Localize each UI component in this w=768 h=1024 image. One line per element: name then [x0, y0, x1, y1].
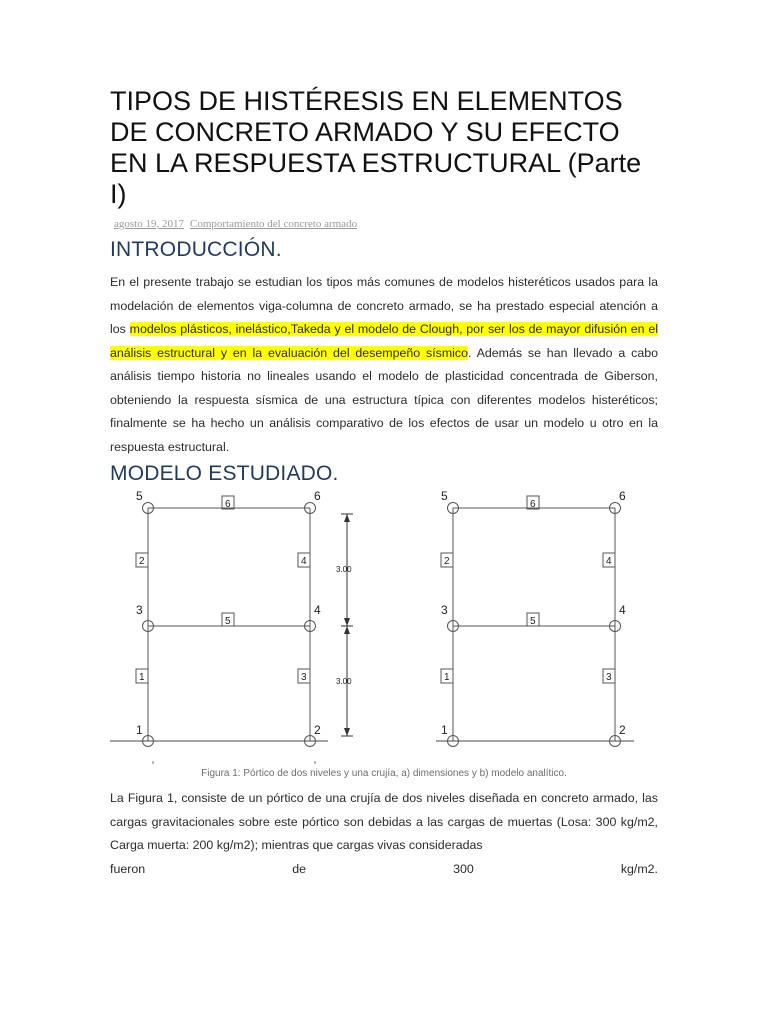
- category-link[interactable]: Comportamiento del concreto armado: [189, 218, 358, 230]
- element-label-b-6: 6: [530, 499, 536, 510]
- post-meta: [114, 218, 357, 230]
- page-title: TIPOS DE HISTÉRESIS EN ELEMENTOS DE CONCRETO ARMADO Y SU EFECTO EN LA RESPUESTA ESTRUCTURAL (Parte I): [110, 86, 642, 209]
- node-label-b-6: 6: [619, 489, 626, 503]
- intro-text-before: En el presente trabajo se estudian los tipos más comunes de modelos histeréticos usados para la modelación de elementos viga-columna de concreto armado, se ha prestado especial atención a los: [110, 275, 658, 336]
- element-label-a-4: 4: [301, 556, 307, 567]
- frame-a: [110, 496, 353, 747]
- node-label-b-1: 1: [441, 723, 448, 737]
- element-label-a-3: 3: [301, 672, 307, 683]
- node-label-a-2: 2: [314, 723, 321, 737]
- node-label-a-5: 5: [136, 489, 143, 503]
- arrow-3: [344, 626, 350, 634]
- last-line-word-1: fueron: [110, 861, 146, 876]
- last-line-word-4: kg/m2.: [620, 861, 658, 876]
- model-heading: MODELO ESTUDIADO.: [110, 462, 339, 485]
- model-paragraph-last-line: [110, 858, 658, 882]
- node-label-b-5: 5: [441, 489, 448, 503]
- node-label-b-3: 3: [441, 603, 448, 617]
- element-label-b-4: 4: [606, 556, 612, 567]
- dimension-label-top: 3.00: [336, 565, 352, 574]
- figure-caption: Figura 1: Pórtico de dos niveles y una crujía, a) dimensiones y b) modelo analítico.: [201, 768, 567, 779]
- element-label-b-2: 2: [444, 556, 450, 567]
- intro-highlight: modelos plásticos, inelástico,Takeda y el modelo de Clough, por ser los de mayor difusión en el análisis estructural y en la evaluación del desempeño sísmico: [110, 322, 658, 360]
- node-label-a-4: 4: [314, 603, 321, 617]
- intro-text-after: . Además se han llevado a cabo análisis tiempo historia no lineales usando el modelo de plasticidad concentrada de Giberson, obteniendo la respuesta sísmica de una estructura típica con diferentes modelos histeréticos; finalmente se ha hecho un análisis comparativo de los efectos de usar un modelo u otro en la respuesta estructural.: [110, 345, 659, 454]
- post-date-link[interactable]: agosto 19, 2017: [114, 218, 184, 230]
- intro-heading: INTRODUCCIÓN.: [110, 238, 282, 261]
- arrow-2: [344, 618, 350, 626]
- element-label-b-1: 1: [444, 672, 450, 683]
- node-label-a-3: 3: [136, 603, 143, 617]
- node-label-a-6: 6: [314, 489, 321, 503]
- last-line-word-3: 300: [453, 861, 474, 876]
- element-label-a-5: 5: [225, 616, 231, 627]
- node-label-a-1: 1: [136, 723, 143, 737]
- intro-paragraph: [110, 271, 658, 459]
- arrow-1: [344, 514, 350, 522]
- dimension-label-bottom: 3.00: [336, 677, 352, 686]
- element-label-b-3: 3: [606, 672, 612, 683]
- element-label-b-5: 5: [530, 616, 536, 627]
- element-label-a-1: 1: [139, 672, 145, 683]
- frame-a-labels: [136, 489, 352, 737]
- element-label-a-6: 6: [225, 499, 231, 510]
- frame-figure: [110, 486, 658, 768]
- node-label-b-4: 4: [619, 603, 626, 617]
- element-label-a-2: 2: [139, 556, 145, 567]
- arrow-4: [344, 728, 350, 736]
- last-line-word-2: de: [292, 861, 306, 876]
- model-paragraph-text: La Figura 1, consiste de un pórtico de una crujía de dos niveles diseñada en concreto armado, las cargas gravitacionales sobre este pórtico son debidas a las cargas de muertas (Losa: 300 kg/m2, Carga muerta: 200 kg/m2); mientras que cargas vivas consideradas: [110, 791, 658, 852]
- node-label-b-2: 2: [619, 723, 626, 737]
- model-paragraph: [110, 787, 658, 881]
